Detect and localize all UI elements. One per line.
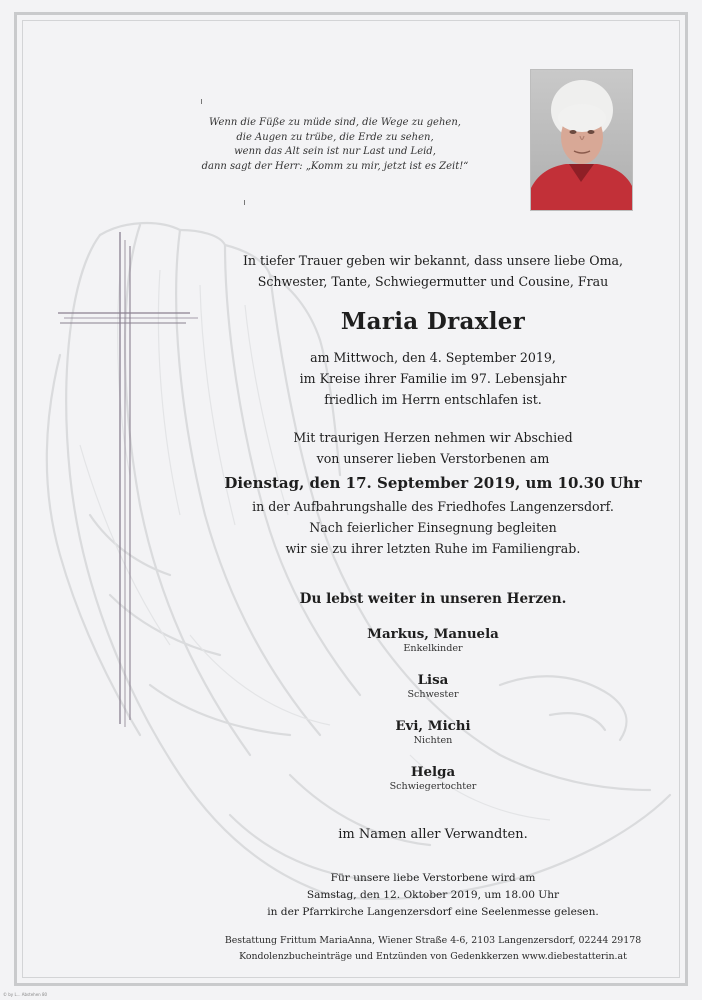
portrait-image <box>531 70 632 210</box>
poem-line: dann sagt der Herr: „Komm zu mir, jetzt ist es Zeit!“ <box>201 160 469 172</box>
mass-line: Samstag, den 12. Oktober 2019, um 18.00 Uhr <box>306 889 560 901</box>
cross-icon <box>58 232 198 727</box>
intro-line: Schwester, Tante, Schwiegermutter und Cousine, Frau <box>257 274 609 289</box>
print-edge-mark: © by L... Abstehen 80 <box>3 992 48 997</box>
place-line: Nach feierlicher Einsegnung begleiten <box>309 520 557 535</box>
death-notice <box>190 347 676 410</box>
mourner-relation: Schwester <box>407 689 459 700</box>
poem <box>190 116 480 174</box>
mourner-entry <box>190 625 676 655</box>
mass-line: Für unsere liebe Verstorbene wird am <box>330 872 536 884</box>
mass-line: in der Pfarrkirche Langenzersdorf eine Seelenmesse gelesen. <box>267 906 599 918</box>
poem-tick-bottom <box>244 200 245 205</box>
mourner-relation: Enkelkinder <box>403 643 463 654</box>
motto: Du lebst weiter in unseren Herzen. <box>299 591 567 607</box>
mourner-name: Helga <box>410 764 456 780</box>
funeral-home-footer <box>190 933 676 965</box>
farewell-line: von unserer lieben Verstorbenen am <box>316 451 550 466</box>
funeral-date: Dienstag, den 17. September 2019, um 10.30 Uhr <box>224 474 642 492</box>
intro-line: In tiefer Trauer geben wir bekannt, dass unsere liebe Oma, <box>242 253 624 268</box>
mourner-relation: Nichten <box>413 735 453 746</box>
closing-text: im Namen aller Verwandten. <box>338 827 528 842</box>
mourner-relation: Schwiegertochter <box>389 781 477 792</box>
mourner-entry <box>190 671 676 701</box>
death-line: im Kreise ihrer Familie im 97. Lebensjahr <box>299 371 567 386</box>
death-line: friedlich im Herrn entschlafen ist. <box>324 392 542 407</box>
mourner-name: Lisa <box>417 672 449 688</box>
funeral-place <box>190 496 676 559</box>
mourner-name: Markus, Manuela <box>367 626 499 642</box>
memorial-mass-notice <box>190 870 676 921</box>
mourner-entry <box>190 763 676 793</box>
footer-line: Bestattung Frittum MariaAnna, Wiener Straße 4-6, 2103 Langenzersdorf, 02244 29178 <box>224 935 642 946</box>
deceased-name: Maria Draxler <box>340 308 526 335</box>
poem-line: Wenn die Füße zu müde sind, die Wege zu gehen, <box>209 117 461 128</box>
place-line: wir sie zu ihrer letzten Ruhe im Familiengrab. <box>285 541 581 556</box>
intro-text <box>190 250 676 292</box>
mourner-name: Evi, Michi <box>395 718 471 734</box>
mourner-entry <box>190 717 676 747</box>
footer-line: Kondolenzbucheinträge und Entzünden von Gedenkkerzen www.diebestatterin.at <box>239 951 627 962</box>
main-text <box>190 250 676 965</box>
place-line: in der Aufbahrungshalle des Friedhofes Langenzersdorf. <box>252 499 614 514</box>
portrait-photo <box>530 69 633 211</box>
poem-line: die Augen zu trübe, die Erde zu sehen, <box>236 131 434 143</box>
farewell-line: Mit traurigen Herzen nehmen wir Abschied <box>293 430 573 445</box>
poem-tick-top <box>201 99 202 104</box>
poem-line: wenn das Alt sein ist nur Last und Leid, <box>234 146 436 157</box>
farewell-text <box>190 427 676 469</box>
death-line: am Mittwoch, den 4. September 2019, <box>310 350 556 365</box>
